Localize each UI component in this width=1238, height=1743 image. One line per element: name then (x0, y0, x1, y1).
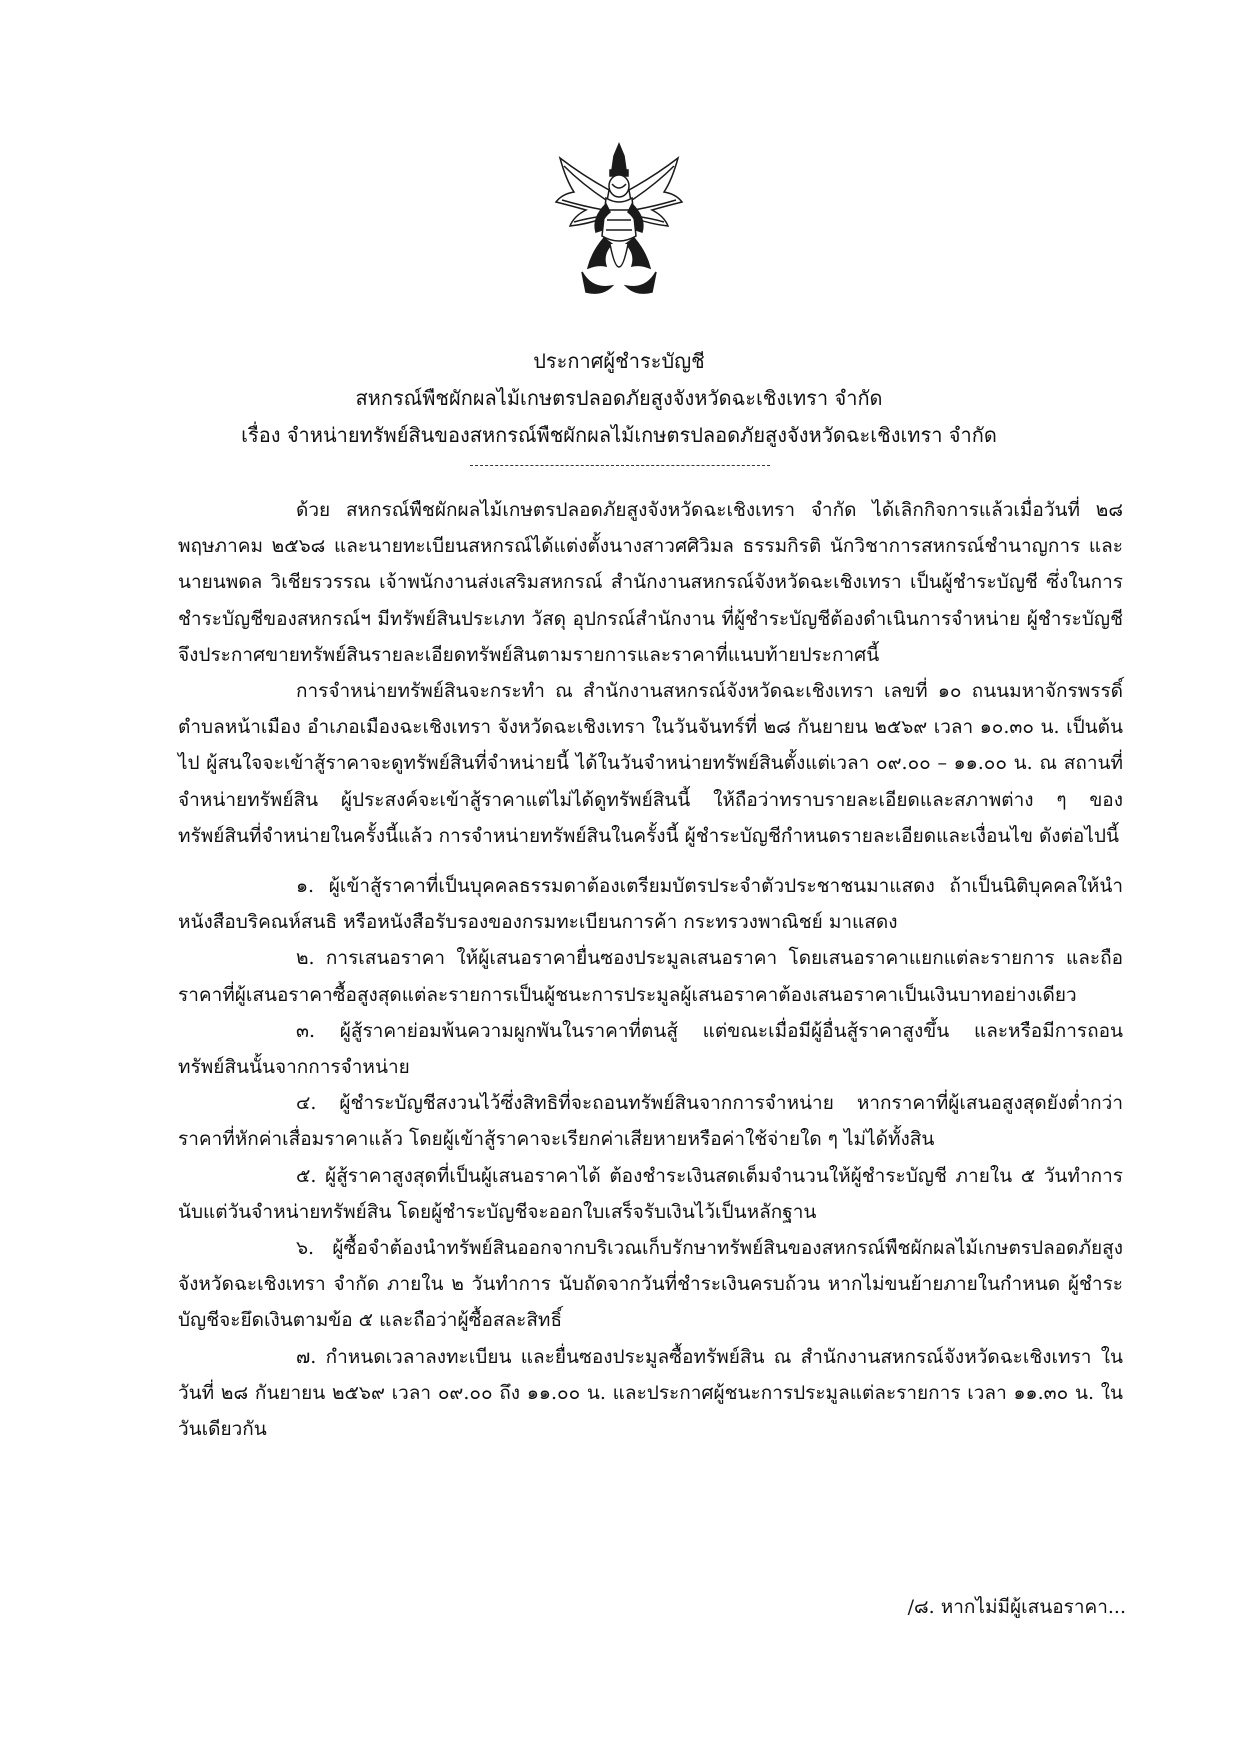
garuda-emblem-icon (552, 140, 686, 300)
condition-7: ๗. กำหนดเวลาลงทะเบียน และยื่นซองประมูลซื้อทรัพย์สิน ณ สำนักงานสหกรณ์จังหวัดฉะเชิงเทรา ในวันที่ ๒๘ กันยายน ๒๕๖๙ เวลา ๐๙.๐๐ ถึง ๑๑.๐๐ น. และประกาศผู้ชนะการประมูลแต่ละรายการ เวลา ๑๑.๓๐ น. ในวันเดียวกัน (178, 1345, 1123, 1441)
condition-2: ๒. การเสนอราคา ให้ผู้เสนอราคายื่นซองประมูลเสนอราคา โดยเสนอราคาแยกแต่ละรายการ และถือราคาที่ผู้เสนอราคาซื้อสูงสุดแต่ละรายการเป็นผู้ชนะการประมูลผู้เสนอราคาต้องเสนอราคาเป็นเงินบาทอย่างเดียว (178, 947, 1123, 1006)
intro-paragraph: ด้วย สหกรณ์พืชผักผลไม้เกษตรปลอดภัยสูงจังหวัดฉะเชิงเทรา จำกัด ได้เลิกกิจการแล้วเมื่อวันที่ ๒๘ พฤษภาคม ๒๕๖๘ และนายทะเบียนสหกรณ์ได้แต่งตั้งนางสาวศศิวิมล ธรรมกิรติ นักวิชาการสหกรณ์ชำนาญการ และนายนพดล วิเชียรวรรณ เจ้าพนักงานส่งเสริมสหกรณ์ สำนักงานสหกรณ์จังหวัดฉะเชิงเทรา เป็นผู้ชำระบัญชี ซึ่งในการชำระบัญชีของสหกรณ์ฯ มีทรัพย์สินประเภท วัสดุ อุปกรณ์สำนักงาน ที่ผู้ชำระบัญชีต้องดำเนินการจำหน่าย ผู้ชำระบัญชีจึงประกาศขายทรัพย์สินรายละเอียดทรัพย์สินตามรายการและราคาที่แนบท้ายประกาศนี้ (178, 499, 1123, 666)
condition-3: ๓. ผู้สู้ราคาย่อมพ้นความผูกพันในราคาที่ตนสู้ แต่ขณะเมื่อมีผู้อื่นสู้ราคาสูงขึ้น และหรือมีการถอนทรัพย์สินนั้นจากการจำหน่าย (178, 1019, 1123, 1079)
sale-details-paragraph: การจำหน่ายทรัพย์สินจะกระทำ ณ สำนักงานสหกรณ์จังหวัดฉะเชิงเทรา เลขที่ ๑๐ ถนนมหาจักรพรรดิ์ ตำบลหน้าเมือง อำเภอเมืองฉะเชิงเทรา จังหวัดฉะเชิงเทรา ในวันจันทร์ที่ ๒๘ กันยายน ๒๕๖๙ เวลา ๑๐.๓๐ น. เป็นต้นไป ผู้สนใจจะเข้าสู้ราคาจะดูทรัพย์สินที่จำหน่ายนี้ ได้ในวันจำหน่ายทรัพย์สินตั้งแต่เวลา ๐๙.๐๐ – ๑๑.๐๐ น. ณ สถานที่จำหน่ายทรัพย์สิน ผู้ประสงค์จะเข้าสู้ราคาแต่ไม่ได้ดูทรัพย์สินนี้ ให้ถือว่าทราบรายละเอียดและสภาพต่าง ๆ ของทรัพย์สินที่จำหน่ายในครั้งนี้แล้ว การจำหน่ายทรัพย์สินในครั้งนี้ ผู้ชำระบัญชีกำหนดรายละเอียดและเงื่อนไข ดังต่อไปนี้ (178, 680, 1123, 847)
divider (470, 465, 770, 466)
continuation-note: /๘. หากไม่มีผู้เสนอราคา... (907, 1596, 1126, 1618)
announcement-body (178, 492, 1123, 1447)
condition-4: ๔. ผู้ชำระบัญชีสงวนไว้ซึ่งสิทธิที่จะถอนทรัพย์สินจากการจำหน่าย หากราคาที่ผู้เสนอสูงสุดยังต่ำกว่าราคาที่หักค่าเสื่อมราคาแล้ว โดยผู้เข้าสู้ราคาจะเรียกค่าเสียหายหรือค่าใช้จ่ายใด ๆ ไม่ได้ทั้งสิน (178, 1092, 1123, 1151)
organization-name: สหกรณ์พืชผักผลไม้เกษตรปลอดภัยสูงจังหวัดฉะเชิงเทรา จำกัด (355, 386, 883, 410)
announcement-subject: เรื่อง จำหน่ายทรัพย์สินของสหกรณ์พืชผักผลไม้เกษตรปลอดภัยสูงจังหวัดฉะเชิงเทรา จำกัด (241, 423, 997, 447)
condition-1: ๑. ผู้เข้าสู้ราคาที่เป็นบุคคลธรรมดาต้องเตรียมบัตรประจำตัวประชาชนมาแสดง ถ้าเป็นนิติบุคคลให้นำหนังสือบริคณห์สนธิ หรือหนังสือรับรองของกรมทะเบียนการค้า กระทรวงพาณิชย์ มาแสดง (178, 875, 1123, 934)
condition-6: ๖. ผู้ซื้อจำต้องนำทรัพย์สินออกจากบริเวณเก็บรักษาทรัพย์สินของสหกรณ์พืชผักผลไม้เกษตรปลอดภัยสูงจังหวัดฉะเชิงเทรา จำกัด ภายใน ๒ วันทำการ นับถัดจากวันที่ชำระเงินครบถ้วน หากไม่ขนย้ายภายในกำหนด ผู้ชำระบัญชีจะยึดเงินตามข้อ ๕ และถือว่าผู้ซื้อสละสิทธิ์ (178, 1237, 1123, 1332)
announcement-title: ประกาศผู้ชำระบัญชี (533, 349, 705, 373)
condition-5: ๕. ผู้สู้ราคาสูงสุดที่เป็นผู้เสนอราคาได้ ต้องชำระเงินสดเต็มจำนวนให้ผู้ชำระบัญชี ภายใน ๕ วันทำการ นับแต่วันจำหน่ายทรัพย์สิน โดยผู้ชำระบัญชีจะออกใบเสร็จรับเงินไว้เป็นหลักฐาน (178, 1164, 1123, 1223)
